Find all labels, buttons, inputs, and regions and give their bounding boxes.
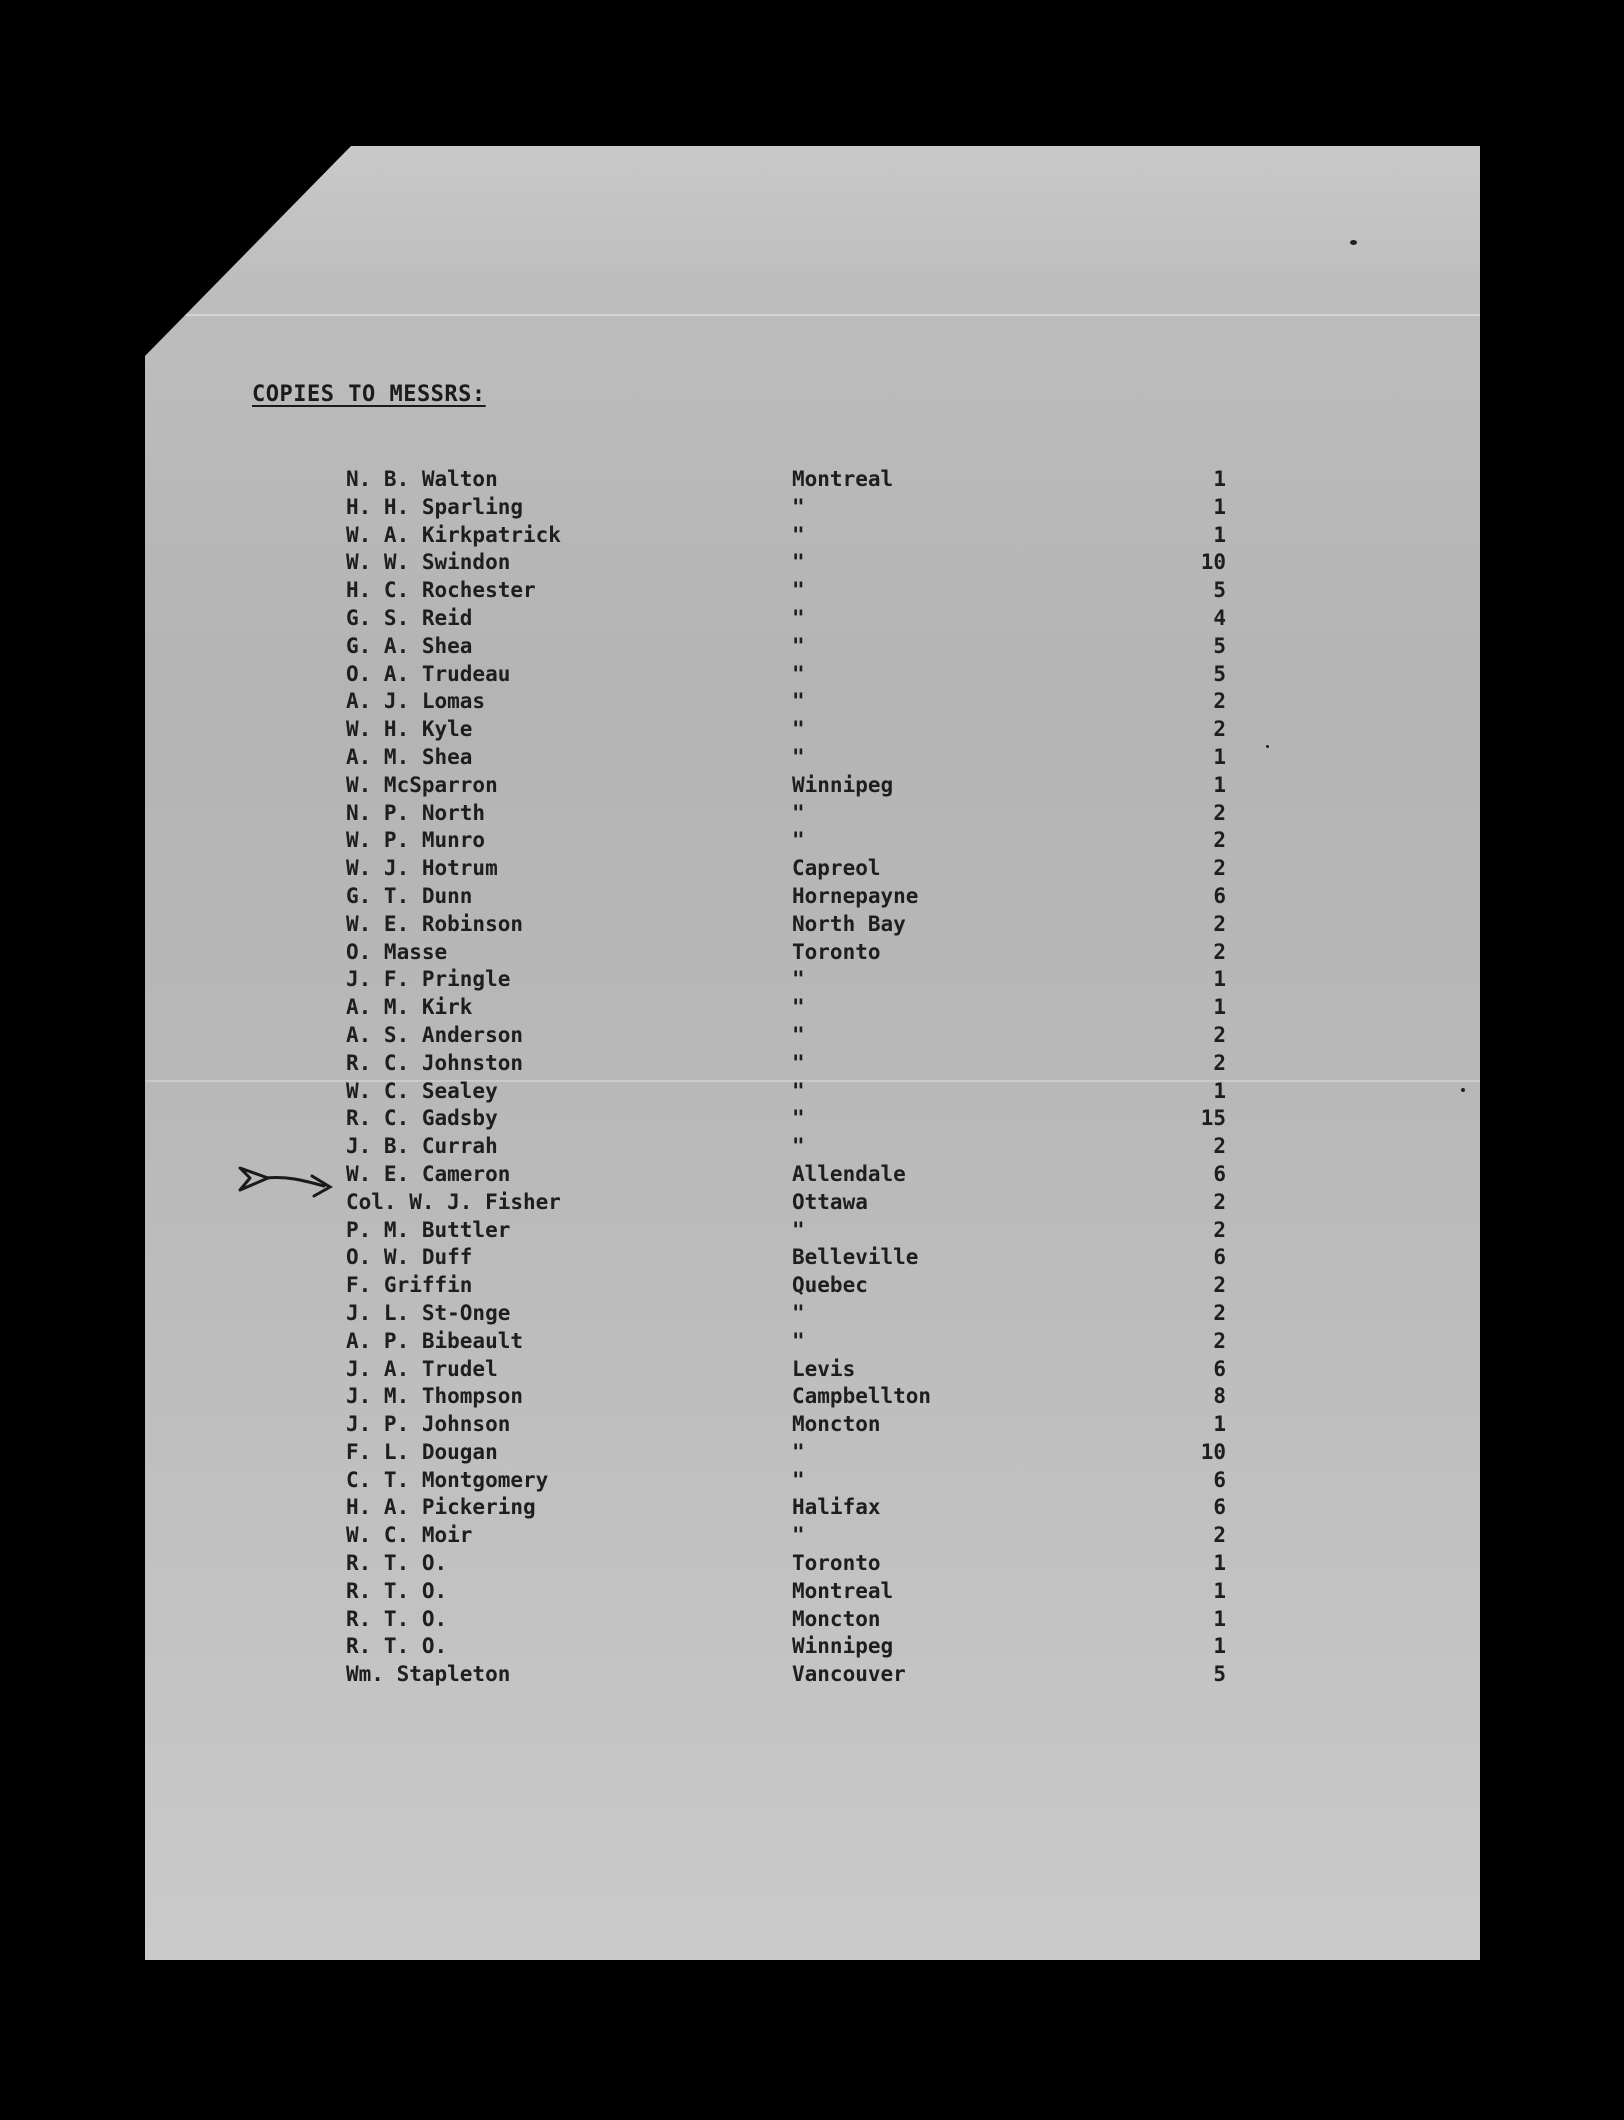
row-name: W. E. Cameron [346, 1161, 511, 1186]
list-row [0, 522, 1624, 550]
row-count: 2 [1213, 939, 1226, 964]
list-row [0, 939, 1624, 967]
row-name: Wm. Stapleton [346, 1662, 511, 1687]
list-row [0, 855, 1624, 883]
list-row [0, 549, 1624, 577]
list-row [0, 1550, 1624, 1578]
row-city: " [792, 494, 805, 519]
row-name: N. P. North [346, 800, 486, 825]
row-name: W. C. Sealey [346, 1078, 498, 1103]
row-city: Winnipeg [792, 1634, 894, 1659]
row-city: Levis [792, 1356, 856, 1381]
row-name: G. S. Reid [346, 605, 473, 630]
row-city: Montreal [792, 467, 894, 491]
row-count: 1 [1213, 467, 1226, 491]
row-city: Toronto [792, 939, 881, 964]
row-city: " [792, 633, 805, 658]
row-name: R. T. O. [346, 1634, 448, 1659]
row-count: 1 [1213, 967, 1226, 992]
row-name: J. B. Currah [346, 1134, 498, 1159]
row-count: 2 [1213, 1273, 1226, 1298]
row-city: " [792, 522, 805, 547]
row-count: 6 [1213, 1161, 1226, 1186]
row-city: " [792, 1328, 805, 1353]
row-count: 6 [1213, 1467, 1226, 1492]
row-count: 1 [1213, 744, 1226, 769]
list-row [0, 577, 1624, 605]
list-row [0, 466, 1624, 494]
list-row [0, 827, 1624, 855]
list-row [0, 1494, 1624, 1522]
ink-speck [1461, 1088, 1465, 1092]
row-count: 1 [1213, 1578, 1226, 1603]
row-name: J. F. Pringle [346, 967, 511, 992]
row-count: 2 [1213, 1050, 1226, 1075]
row-name: Col. W. J. Fisher [346, 1189, 561, 1214]
row-city: " [792, 1300, 805, 1325]
row-name: W. P. Munro [346, 828, 486, 853]
row-city: " [792, 605, 805, 630]
row-city: Allendale [792, 1161, 906, 1186]
row-city: " [792, 1134, 805, 1159]
row-city: " [792, 1217, 805, 1242]
list-row [0, 966, 1624, 994]
hand-drawn-arrow-icon [232, 1156, 352, 1206]
row-city: " [792, 1022, 805, 1047]
row-city: " [792, 1467, 805, 1492]
row-city: Capreol [792, 856, 881, 881]
list-row [0, 994, 1624, 1022]
row-name: H. C. Rochester [346, 578, 536, 603]
row-name: W. McSparron [346, 772, 498, 797]
row-count: 6 [1213, 1245, 1226, 1270]
row-count: 2 [1213, 1022, 1226, 1047]
row-count: 1 [1213, 494, 1226, 519]
row-count: 1 [1213, 1078, 1226, 1103]
list-row [0, 1633, 1624, 1661]
row-city: Vancouver [792, 1662, 906, 1687]
row-name: W. J. Hotrum [346, 856, 498, 881]
row-name: A. M. Kirk [346, 995, 473, 1020]
row-count: 1 [1213, 1606, 1226, 1631]
row-city: Hornepayne [792, 883, 919, 908]
list-row [0, 1522, 1624, 1550]
row-city: " [792, 661, 805, 686]
row-city: " [792, 1523, 805, 1548]
row-name: R. T. O. [346, 1578, 448, 1603]
row-count: 2 [1213, 856, 1226, 881]
list-row [0, 1300, 1624, 1328]
list-row [0, 772, 1624, 800]
list-row [0, 1606, 1624, 1634]
row-city: " [792, 1050, 805, 1075]
list-row [0, 1439, 1624, 1467]
row-count: 5 [1213, 633, 1226, 658]
row-count: 6 [1213, 883, 1226, 908]
row-count: 2 [1213, 1189, 1226, 1214]
row-name: W. H. Kyle [346, 717, 473, 742]
row-city: " [792, 995, 805, 1020]
row-count: 8 [1213, 1384, 1226, 1409]
row-city: " [792, 717, 805, 742]
list-row [0, 1411, 1624, 1439]
row-city: " [792, 828, 805, 853]
row-city: Moncton [792, 1606, 881, 1631]
row-name: A. P. Bibeault [346, 1328, 524, 1353]
row-count: 2 [1213, 1134, 1226, 1159]
row-name: A. M. Shea [346, 744, 473, 769]
row-city: Moncton [792, 1412, 881, 1437]
row-name: A. S. Anderson [346, 1022, 524, 1047]
row-name: J. M. Thompson [346, 1384, 524, 1409]
list-row [0, 800, 1624, 828]
copies-heading: COPIES TO MESSRS: [252, 382, 486, 407]
row-name: R. C. Johnston [346, 1050, 524, 1075]
list-row [0, 1383, 1624, 1411]
fold-line-top [145, 314, 1480, 316]
row-name: F. L. Dougan [346, 1439, 498, 1464]
row-count: 5 [1213, 1662, 1226, 1687]
row-city: " [792, 1078, 805, 1103]
row-name: O. W. Duff [346, 1245, 473, 1270]
list-row [0, 911, 1624, 939]
row-city: Ottawa [792, 1189, 868, 1214]
row-count: 5 [1213, 661, 1226, 686]
list-row [0, 716, 1624, 744]
list-row [0, 1272, 1624, 1300]
row-name: O. A. Trudeau [346, 661, 511, 686]
list-row [0, 1105, 1624, 1133]
row-name: G. A. Shea [346, 633, 473, 658]
row-city: " [792, 967, 805, 992]
row-name: F. Griffin [346, 1273, 473, 1298]
row-name: W. W. Swindon [346, 550, 511, 575]
row-count: 10 [1200, 1439, 1226, 1464]
list-row [0, 1078, 1624, 1106]
row-count: 2 [1213, 828, 1226, 853]
list-row [0, 494, 1624, 522]
row-city: Campbellton [792, 1384, 932, 1409]
row-city: " [792, 1439, 805, 1464]
ink-speck [1266, 745, 1269, 748]
row-count: 1 [1213, 1634, 1226, 1659]
row-city: " [792, 744, 805, 769]
list-row [0, 688, 1624, 716]
row-city: " [792, 578, 805, 603]
row-name: R. T. O. [346, 1606, 448, 1631]
list-row [0, 1328, 1624, 1356]
list-row [0, 883, 1624, 911]
row-city: Quebec [792, 1273, 868, 1298]
row-count: 4 [1213, 605, 1226, 630]
row-count: 1 [1213, 995, 1226, 1020]
row-city: Toronto [792, 1551, 881, 1576]
row-name: C. T. Montgomery [346, 1467, 549, 1492]
row-count: 1 [1213, 522, 1226, 547]
row-count: 2 [1213, 689, 1226, 714]
list-row [0, 633, 1624, 661]
row-count: 2 [1213, 800, 1226, 825]
ink-speck [1350, 240, 1357, 245]
row-count: 6 [1213, 1356, 1226, 1381]
row-name: W. C. Moir [346, 1523, 473, 1548]
row-city: Montreal [792, 1578, 894, 1603]
row-name: J. P. Johnson [346, 1412, 511, 1437]
list-row [0, 1467, 1624, 1495]
row-count: 2 [1213, 1300, 1226, 1325]
row-count: 6 [1213, 1495, 1226, 1520]
row-name: J. L. St-Onge [346, 1300, 511, 1325]
row-city: North Bay [792, 911, 906, 936]
row-city: " [792, 800, 805, 825]
row-name: G. T. Dunn [346, 883, 473, 908]
distribution-list [0, 466, 1624, 1689]
row-city: Halifax [792, 1495, 881, 1520]
row-count: 2 [1213, 1217, 1226, 1242]
list-row [0, 1244, 1624, 1272]
row-city: Belleville [792, 1245, 919, 1270]
row-city: " [792, 689, 805, 714]
list-row [0, 605, 1624, 633]
row-count: 1 [1213, 1412, 1226, 1437]
row-name: N. B. Walton [346, 467, 498, 491]
row-name: A. J. Lomas [346, 689, 486, 714]
row-count: 10 [1200, 550, 1226, 575]
list-row [0, 1356, 1624, 1384]
row-name: H. H. Sparling [346, 494, 524, 519]
list-row [0, 661, 1624, 689]
row-name: J. A. Trudel [346, 1356, 498, 1381]
row-city: Winnipeg [792, 772, 894, 797]
row-name: R. T. O. [346, 1551, 448, 1576]
list-row [0, 744, 1624, 772]
row-city: " [792, 550, 805, 575]
row-count: 1 [1213, 1551, 1226, 1576]
row-name: O. Masse [346, 939, 448, 964]
row-name: P. M. Buttler [346, 1217, 511, 1242]
row-count: 2 [1213, 911, 1226, 936]
row-count: 5 [1213, 578, 1226, 603]
list-row [0, 1217, 1624, 1245]
list-row [0, 1050, 1624, 1078]
row-name: H. A. Pickering [346, 1495, 536, 1520]
list-row [0, 1661, 1624, 1689]
row-name: W. E. Robinson [346, 911, 524, 936]
row-count: 2 [1213, 1523, 1226, 1548]
row-name: R. C. Gadsby [346, 1106, 498, 1131]
list-row [0, 1578, 1624, 1606]
row-count: 2 [1213, 717, 1226, 742]
row-count: 2 [1213, 1328, 1226, 1353]
row-count: 1 [1213, 772, 1226, 797]
list-row [0, 1022, 1624, 1050]
row-city: " [792, 1106, 805, 1131]
row-name: W. A. Kirkpatrick [346, 522, 561, 547]
row-count: 15 [1200, 1106, 1226, 1131]
